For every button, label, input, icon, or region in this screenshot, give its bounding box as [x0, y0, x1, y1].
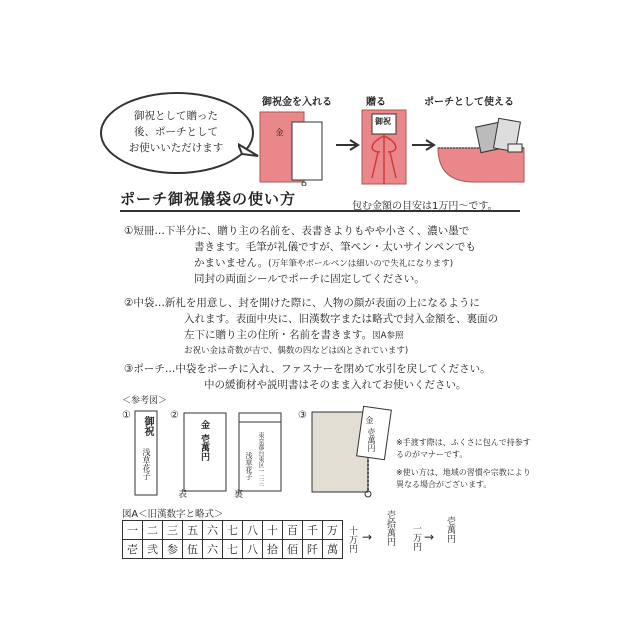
bubble-line-2: 後、ポーチとして: [134, 126, 218, 138]
section2-line3-ref: 図A参照: [372, 331, 404, 341]
fig2-front-label: 表: [178, 490, 188, 500]
table-cell: 阡: [303, 540, 323, 559]
fig2-back-label: 裏: [234, 490, 244, 500]
table-row-formal: [123, 540, 343, 559]
section1-line3-main: かまいません。: [194, 257, 269, 269]
fig2-name: 浅草花子: [245, 452, 253, 480]
bubble-line-3: お使いいただけます: [128, 142, 224, 154]
table-cell: 五: [183, 521, 203, 540]
example2-arrow: →: [424, 530, 435, 544]
section2-line3-main: 左下に贈り主の住所・名前を書きます。: [184, 329, 373, 341]
table-cell: 参: [163, 540, 183, 559]
reference-label: ＜参考図＞: [122, 396, 168, 406]
table-cell: 百: [283, 521, 303, 540]
section2-line1: ②中袋…新札を用意し、封を開けた際に、人物の顔が表面の上になるように: [124, 297, 480, 309]
table-cell: 二: [143, 521, 163, 540]
bubble-line-1: 御祝として贈った: [134, 110, 218, 122]
section1-line4: 同封の両面シールでポーチに固定してください。: [194, 273, 425, 285]
note-custom: ※使い方は、地域の習慣や宗教により異なる場合がございます。: [396, 468, 531, 489]
step2-envelope-text: 御祝: [375, 117, 391, 126]
table-cell: 六: [203, 540, 223, 559]
example1-to: 壱拾萬円: [385, 510, 395, 546]
table-cell: 萬: [323, 540, 343, 559]
table-cell: 弐: [143, 540, 163, 559]
table-cell: 一: [123, 521, 143, 540]
table-cell: 千: [303, 521, 323, 540]
table-cell: 拾: [263, 540, 283, 559]
table-cell: 七: [223, 540, 243, 559]
example1-from: 十万円: [347, 526, 357, 553]
table-row-standard: [123, 521, 343, 540]
fig2-amount-top: 金: [199, 420, 209, 429]
section2-line2: 入れます。表面中央に、旧漢数字または略式で封入金額を、裏面の: [184, 313, 499, 325]
section1-line3-small: (万年筆やボールペンは細いので失礼になります): [268, 259, 454, 269]
table-cell: 万: [323, 521, 343, 540]
kanji-table-title: 図A＜旧漢数字と略式＞: [122, 509, 224, 520]
step1-label: 御祝金を入れる: [262, 97, 332, 108]
section1-line3: [194, 256, 453, 272]
table-cell: 八: [243, 540, 263, 559]
fig2-address: 東京都台東区一二三: [257, 432, 264, 486]
table-cell: 六: [203, 521, 223, 540]
example1-arrow: →: [362, 530, 373, 544]
fig3-pouch: [310, 404, 394, 498]
kanji-table: [122, 520, 343, 559]
section2-line3: [184, 328, 404, 344]
step1-card-text: 金: [275, 128, 284, 136]
fig3-card-amount: 壱萬円: [367, 428, 376, 452]
note-fukusa: ※手渡す際は、ふくさに包んで持参するのがマナーです。: [396, 438, 531, 459]
bubble-text: [120, 108, 232, 156]
fig1-top-text: 御祝: [142, 416, 153, 436]
table-cell: 十: [263, 521, 283, 540]
section3-line2: 中の緩衝材や説明書はそのまま入れてお使いください。: [204, 379, 467, 391]
step2-label: 贈る: [366, 97, 386, 108]
section3-line1: ③ポーチ…中袋をポーチに入れ、ファスナーを閉めて水引を戻してください。: [124, 363, 491, 375]
example2-to: 壱萬円: [445, 516, 455, 543]
arrow-1-icon: [334, 138, 362, 152]
section2-line4: お祝い金は奇数が吉で、偶数の四などは凶とされています): [184, 346, 409, 356]
fig1-number: ①: [122, 410, 131, 421]
fig1-bottom-text: 浅草花子: [142, 448, 151, 480]
fig3-card-top: 金: [365, 416, 374, 424]
step3-illustration: [434, 108, 530, 188]
page-title: ポーチ御祝儀袋の使い方: [120, 190, 297, 208]
section1-line2: 書きます。毛筆が礼儀ですが、筆ペン・太いサインペンでも: [194, 241, 476, 253]
table-cell: 伍: [183, 540, 203, 559]
table-cell: 壱: [123, 540, 143, 559]
step3-label: ポーチとして使える: [424, 97, 514, 108]
table-cell: 三: [163, 521, 183, 540]
table-cell: 八: [243, 521, 263, 540]
reference-notes: [396, 437, 536, 491]
fig2-amount: 壱萬円: [199, 434, 209, 461]
fig2-number: ②: [170, 410, 179, 421]
bubble-tail: [238, 142, 260, 160]
section1-line1: ①短冊…下半分に、贈り主の名前を、表書きよりもやや小さく、濃い墨で: [124, 225, 470, 237]
table-cell: 佰: [283, 540, 303, 559]
fig3-number: ③: [298, 410, 307, 421]
amount-guide-note: 包む金額の目安は1万円〜です。: [352, 201, 498, 212]
table-cell: 七: [223, 521, 243, 540]
step1-illustration: [258, 108, 338, 186]
example2-from: 一万円: [411, 524, 421, 551]
